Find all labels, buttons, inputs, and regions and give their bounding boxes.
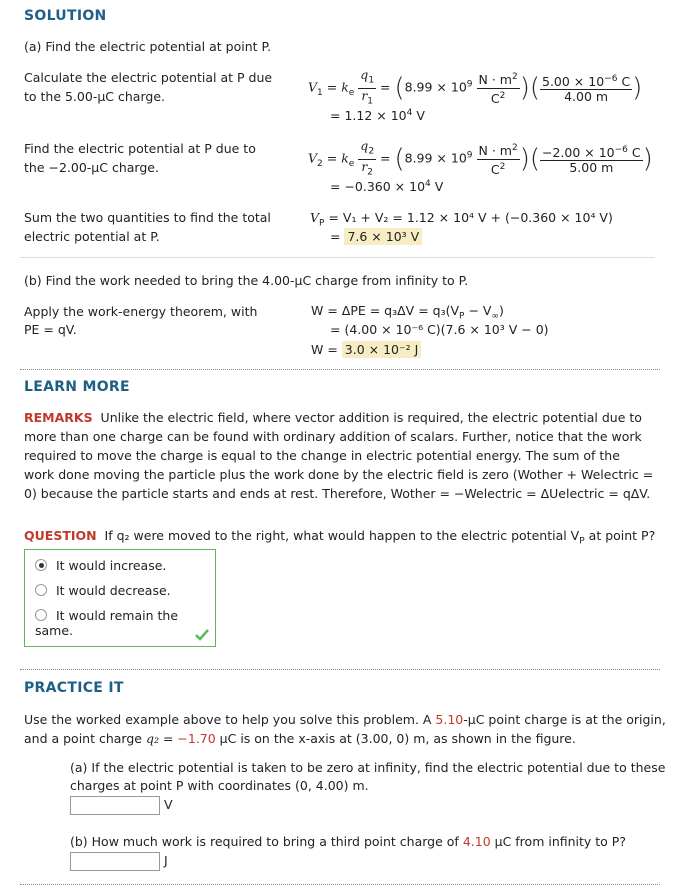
divider [20,257,655,258]
section-separator-2 [20,669,660,670]
solution-heading: SOLUTION [24,8,107,24]
step4-desc-line2: PE = qV. [24,322,77,337]
step1-desc-line2: to the 5.00-μC charge. [24,89,165,104]
v1-result: = $1.12 \times 10^4$ V [330,108,425,124]
step2-desc-line1: Find the electric potential at P due to [24,141,256,156]
part-b-question: (b) How much work is required to bring a third point charge of 4.10 μC from infinity to P? [70,834,626,849]
option-decrease[interactable]: It would decrease. [35,583,171,598]
option-increase[interactable]: It would increase. [35,558,166,573]
checkmark-icon [195,629,209,641]
radio-button[interactable] [35,609,47,621]
vp-answer: = 7.6 × 10³ V [330,229,422,244]
answer-choices [24,549,216,647]
part-a-question-line1: (a) If the electric potential is taken to be zero at infinity, find the electric potential due to these [70,760,666,775]
equation-vp: $V_P = V_1 + V_2 = 1.12 \times 10^4$ V + (−0.360 × 10⁴ V) [310,210,613,229]
step1-desc-line1: Calculate the electric potential at P due [24,70,273,85]
practice-intro-line1: Use the worked example above to help you solve this problem. A 5.10-μC point charge is at the origin, [24,712,666,727]
equation-v1: $V_1 = k_e$ $\frac{q_1}{r_1}$ = ($8.99 \times 10^9$ $\frac{N \cdot m^2}{C^2}$ )( $\frac{5.00 \times 10^{-6} C}{4.00 m}$ ) [308,67,643,106]
learn-more-heading: LEARN MORE [24,379,130,395]
step4-desc-line1: Apply the work-energy theorem, with [24,304,258,319]
question-prompt: QUESTION If q₂ were moved to the right, what would happen to the electric potential $V_P$ at point P? [24,528,656,547]
equation-work: $W = \Delta PE = q_3\Delta V = q_3(V_P - V_\infty)$ [311,303,504,322]
option-same[interactable]: It would remain the same. [35,608,179,638]
step3-desc-line2: electric potential at P. [24,229,160,244]
practice-it-heading: PRACTICE IT [24,680,124,696]
part-b-answer: J [70,852,168,871]
step3-desc-line1: Sum the two quantities to find the total [24,210,271,225]
work-answer: W = 3.0 × 10⁻² J [311,342,421,357]
work-substitution: = (4.00 × 10⁻⁶ C)(7.6 × 10³ V − 0) [330,322,549,337]
work-input[interactable] [70,852,160,871]
step2-desc-line2: the −2.00-μC charge. [24,160,159,175]
radio-button[interactable] [35,559,47,571]
part-b-prompt: (b) Find the work needed to bring the 4.00-μC charge from infinity to P. [24,273,469,288]
practice-intro-line2: and a point charge q₂ = −1.70 μC is on the x-axis at (3.00, 0) m, as shown in the figure. [24,731,576,746]
radio-button[interactable] [35,584,47,596]
part-a-question-line2: charges at point P with coordinates (0, 4.00) m. [70,778,369,793]
part-a-prompt: (a) Find the electric potential at point P. [24,39,272,54]
remarks-paragraph: REMARKS Unlike the electric field, where vector addition is required, the electric potential due to more than one charge can be found with ordinary addition of scalars. Further, notice that the work required to move the charge is equal to the change in electric potential energy. The sum of the work done moving the particle plus the work done by the electric field is zero (Wother + Welectric = 0) because the particle starts and ends at rest. Therefore, Wother = −Welectric = ΔUelectric = qΔV. [24,410,654,501]
section-separator [20,369,660,370]
potential-input[interactable] [70,796,160,815]
v2-result: = $-0.360 \times 10^4$ V [330,179,444,195]
section-separator-3 [20,884,660,885]
equation-v2: $V_2 = k_e$ $\frac{q_2}{r_2}$ = ($8.99 \times 10^9$ $\frac{N \cdot m^2}{C^2}$ )( $\frac{-2.00 \times 10^{-6} C}{5.00 m}$ ) [308,138,653,177]
part-a-answer: V [70,796,173,815]
